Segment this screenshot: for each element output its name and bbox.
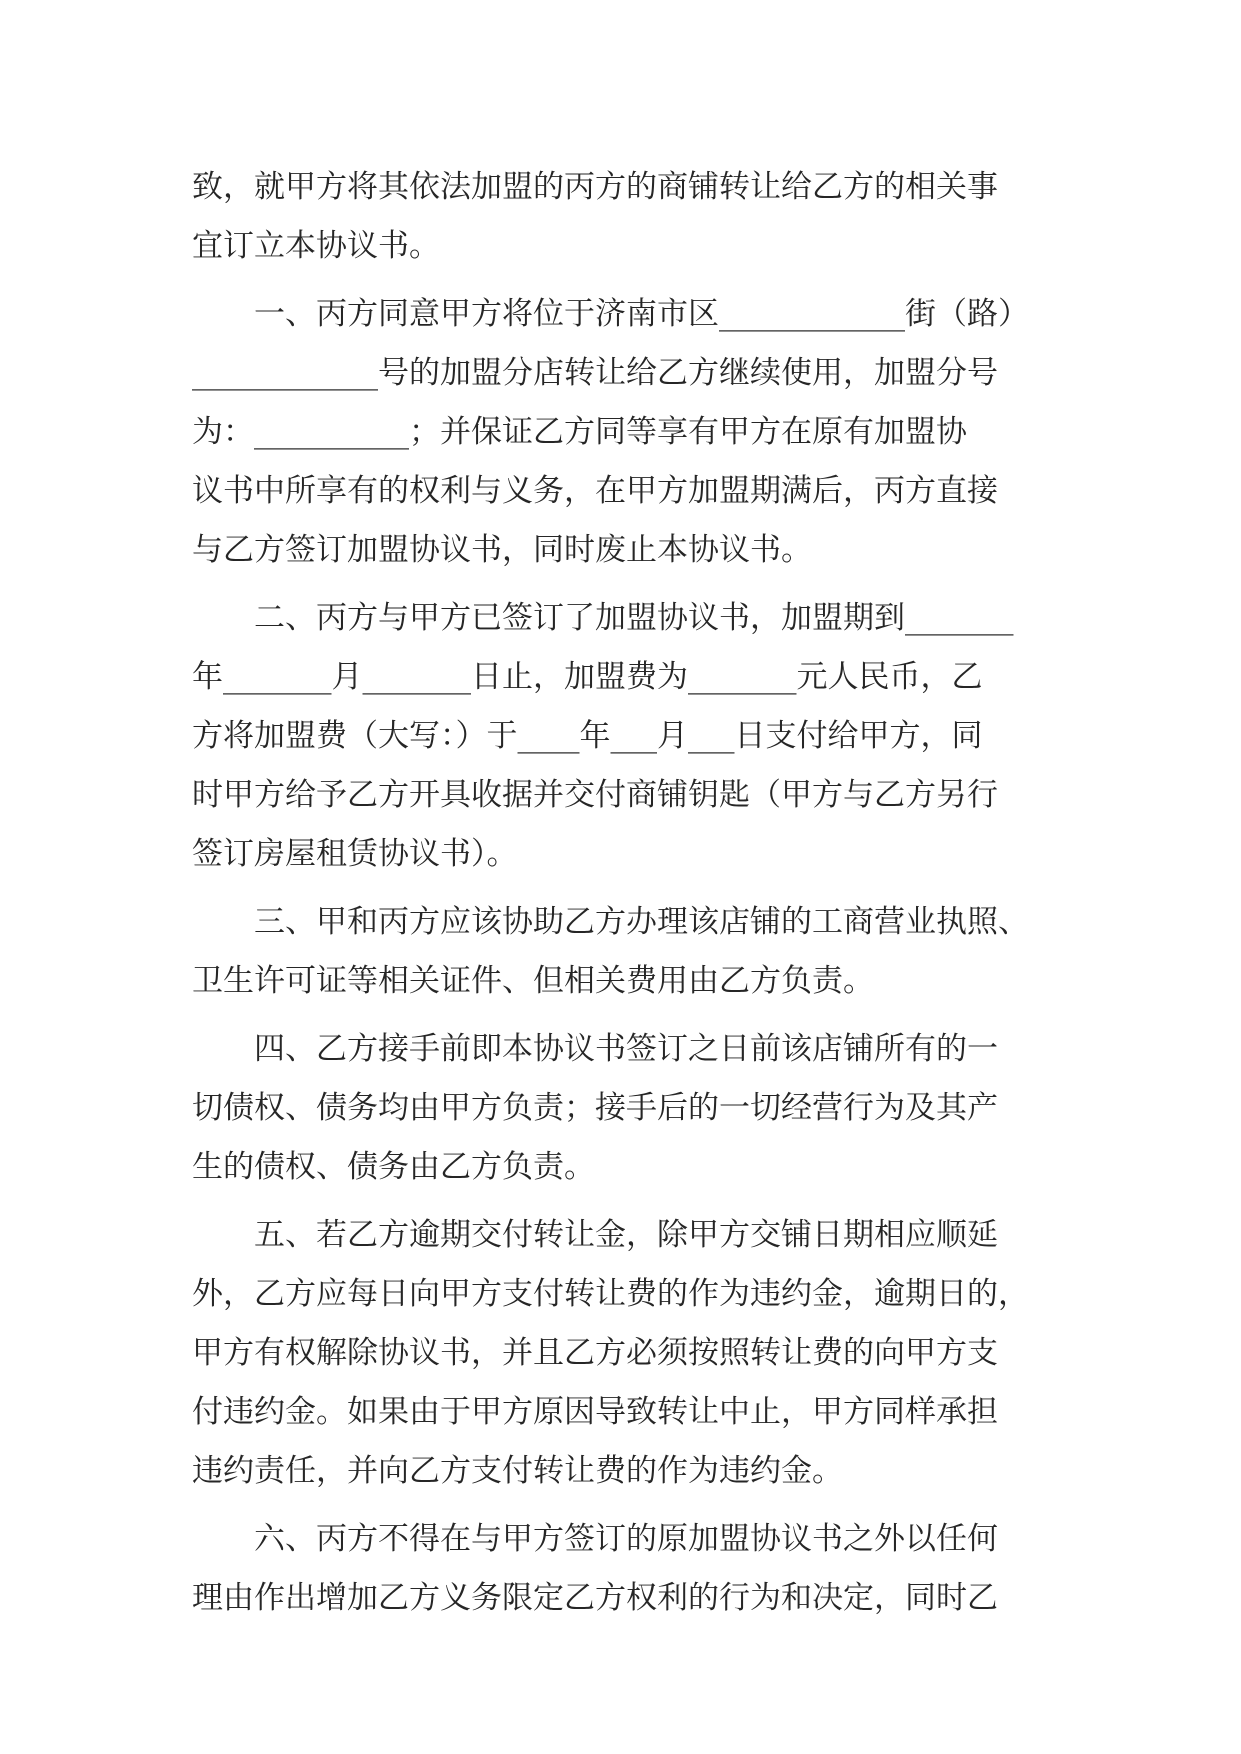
- paragraph-preamble-continued: [192, 158, 1052, 276]
- clause-2: [192, 589, 1052, 884]
- text-line: 宜订立本协议书。: [192, 228, 440, 264]
- text-line: 理由作出增加乙方义务限定乙方权利的行为和决定，同时乙: [192, 1580, 998, 1616]
- text-line: 切债权、债务均由甲方负责；接手后的一切经营行为及其产: [192, 1090, 998, 1126]
- text-line: 为：__________；并保证乙方同等享有甲方在原有加盟协: [192, 414, 967, 450]
- clause-1: [192, 285, 1052, 580]
- text-line: 付违约金。如果由于甲方原因导致转让中止，甲方同样承担: [192, 1394, 998, 1430]
- text-line: 时甲方给予乙方开具收据并交付商铺钥匙（甲方与乙方另行: [192, 777, 998, 813]
- text-line: 生的债权、债务由乙方负责。: [192, 1149, 595, 1185]
- text-line: 致，就甲方将其依法加盟的丙方的商铺转让给乙方的相关事: [192, 169, 998, 205]
- text-line: 外，乙方应每日向甲方支付转让费的作为违约金，逾期日的，: [192, 1276, 1029, 1312]
- text-line: 与乙方签订加盟协议书，同时废止本协议书。: [192, 532, 812, 568]
- text-line: 一、丙方同意甲方将位于济南市区____________街（路）: [254, 296, 1029, 332]
- text-line: 二、丙方与甲方已签订了加盟协议书，加盟期到_______: [254, 600, 1014, 636]
- text-line: 六、丙方不得在与甲方签订的原加盟协议书之外以任何: [254, 1521, 998, 1557]
- text-line: 卫生许可证等相关证件、但相关费用由乙方负责。: [192, 963, 874, 999]
- text-line: 违约责任，并向乙方支付转让费的作为违约金。: [192, 1453, 843, 1489]
- text-line: 三、甲和丙方应该协助乙方办理该店铺的工商营业执照、: [254, 904, 1029, 940]
- clause-6: [192, 1510, 1052, 1628]
- text-line: 四、乙方接手前即本协议书签订之日前该店铺所有的一: [254, 1031, 998, 1067]
- clause-3: [192, 893, 1052, 1011]
- text-line: ____________号的加盟分店转让给乙方继续使用，加盟分号: [192, 355, 998, 391]
- clause-4: [192, 1020, 1052, 1197]
- text-line: 签订房屋租赁协议书）。: [192, 836, 518, 872]
- document-body: [192, 158, 1052, 1628]
- text-line: 五、若乙方逾期交付转让金，除甲方交铺日期相应顺延: [254, 1217, 998, 1253]
- text-line: 甲方有权解除协议书，并且乙方必须按照转让费的向甲方支: [192, 1335, 998, 1371]
- clause-5: [192, 1206, 1052, 1501]
- text-line: 方将加盟费（大写：）于____年___月___日支付给甲方，同: [192, 718, 983, 754]
- text-line: 年_______月_______日止，加盟费为_______元人民币，乙: [192, 659, 983, 695]
- text-line: 议书中所享有的权利与义务，在甲方加盟期满后，丙方直接: [192, 473, 998, 509]
